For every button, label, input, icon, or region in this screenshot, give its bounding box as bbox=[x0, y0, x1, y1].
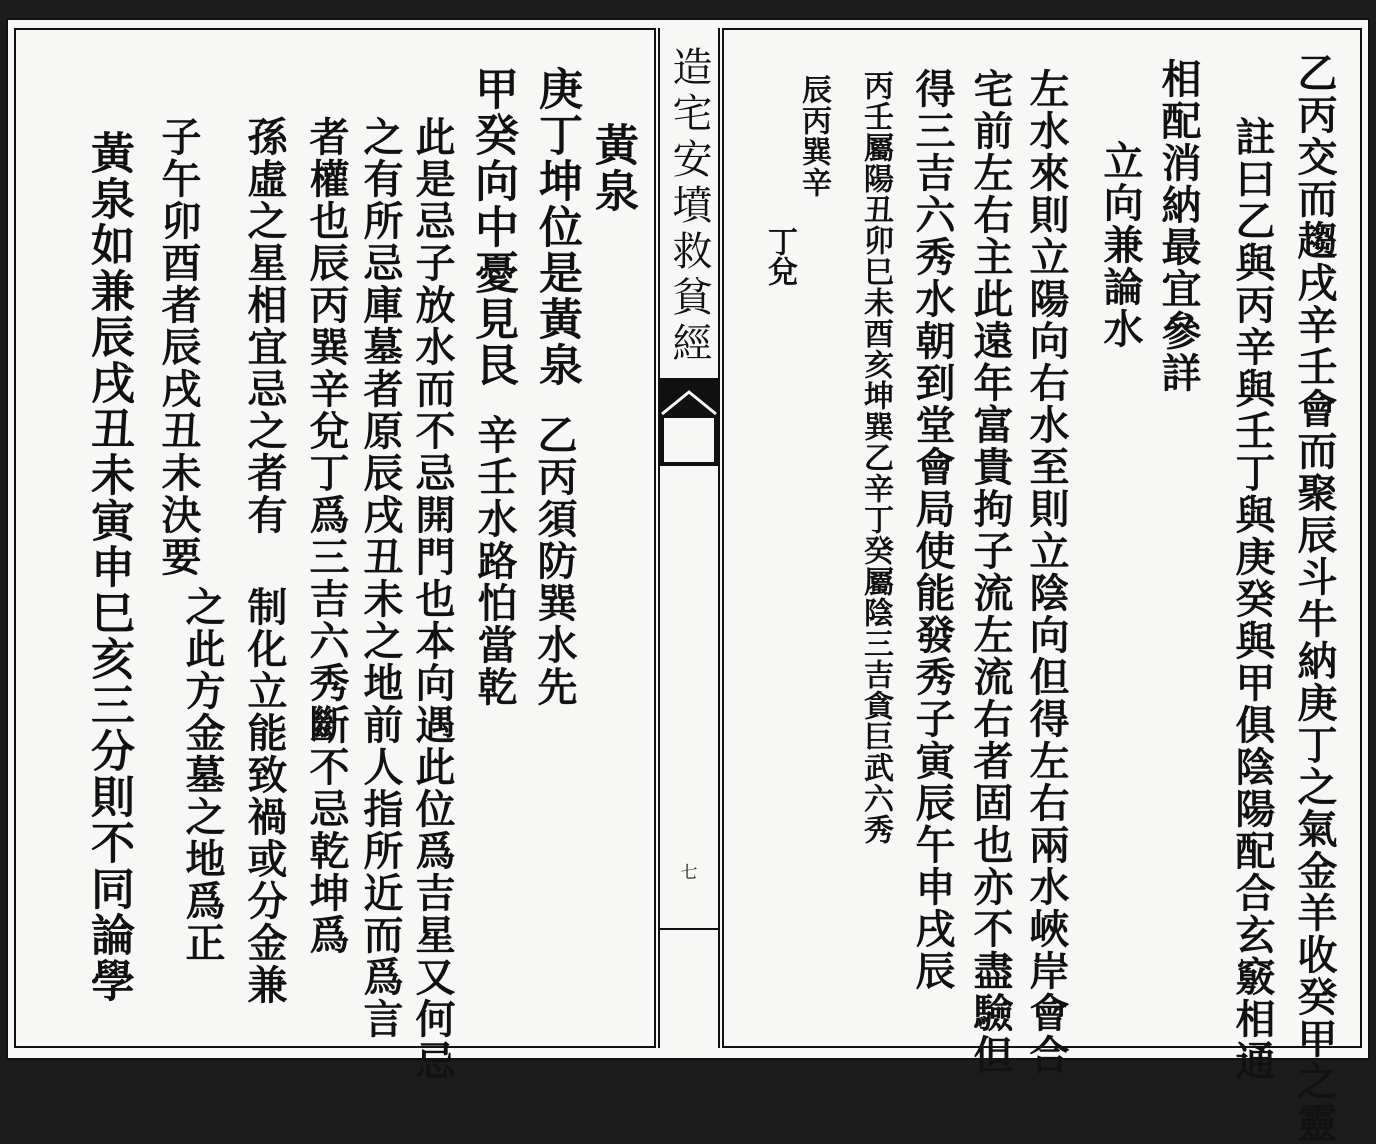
left-commentary-col-4a: 孫虛之星相宜忌之者有 bbox=[241, 116, 288, 536]
right-body-col-5b: 丁兌 bbox=[762, 226, 797, 286]
left-heading: 黃泉 bbox=[587, 122, 638, 214]
right-body-col-1: 左水來則立陽向右水至則立陰向但得左右兩水峽岸會合 bbox=[1023, 68, 1070, 1076]
right-verse-col-1: 乙丙交而趨戌辛壬會而聚辰斗牛納庚丁之氣金羊收癸甲之靈 bbox=[1291, 52, 1338, 1144]
left-commentary-col-6: 黃泉如兼辰戌丑未寅申巳亥三分則不同論學 bbox=[83, 130, 134, 1004]
left-commentary-col-4b: 制化立能致禍或分金兼 bbox=[241, 586, 288, 1006]
fishtail-mark-icon bbox=[660, 378, 718, 466]
right-body-col-5a: 辰丙巽辛 bbox=[796, 74, 831, 198]
left-verse-line-1a: 庚丁坤位是黃泉 bbox=[531, 66, 582, 388]
left-verse-line-2a: 甲癸向中憂見艮 bbox=[467, 66, 518, 388]
right-note-col-2: 相配消納最宜參詳 bbox=[1155, 58, 1202, 394]
page-spread bbox=[6, 18, 1370, 1144]
left-commentary-col-2: 之有所忌庫墓者原辰戌丑未之地前人指所近而爲言 bbox=[357, 116, 404, 1040]
left-commentary-col-1: 此是忌子放水而不忌開門也本向遇此位爲吉星又何忌 bbox=[409, 116, 456, 1082]
left-commentary-col-3: 者權也辰丙巽辛兌丁爲三吉六秀斷不忌乾坤爲 bbox=[303, 116, 350, 956]
left-verse-line-2b: 辛壬水路怕當乾 bbox=[471, 414, 518, 708]
right-note-col-1: 註曰乙與丙辛與壬丁與庚癸與甲俱陰陽配合玄竅相通 bbox=[1229, 116, 1276, 1082]
page-number: 七 bbox=[680, 863, 698, 883]
left-page bbox=[14, 28, 656, 1082]
center-fold bbox=[658, 28, 720, 1048]
right-body-col-2: 宅前左右主此遠年富貴拘子流左流右者固也亦不盡驗但 bbox=[967, 68, 1014, 1076]
book-title: 造宅安墳救貧經 bbox=[666, 46, 712, 368]
fold-divider bbox=[660, 928, 718, 930]
left-verse-line-1b: 乙丙須防巽水先 bbox=[531, 414, 578, 708]
right-body-col-4: 丙壬屬陽丑卯巳未酉亥坤巽乙辛丁癸屬陰三吉貪巨武六秀 bbox=[858, 70, 893, 845]
right-subheading: 立向兼論水 bbox=[1097, 140, 1144, 350]
left-commentary-col-5a: 子午卯酉者辰戌丑未決要 bbox=[155, 116, 202, 578]
right-body-col-3: 得三吉六秀水朝到堂會局使能發秀子寅辰午申戌辰 bbox=[909, 68, 956, 992]
right-page bbox=[722, 28, 1362, 1144]
left-commentary-col-5b: 之此方金墓之地爲正 bbox=[179, 586, 226, 964]
